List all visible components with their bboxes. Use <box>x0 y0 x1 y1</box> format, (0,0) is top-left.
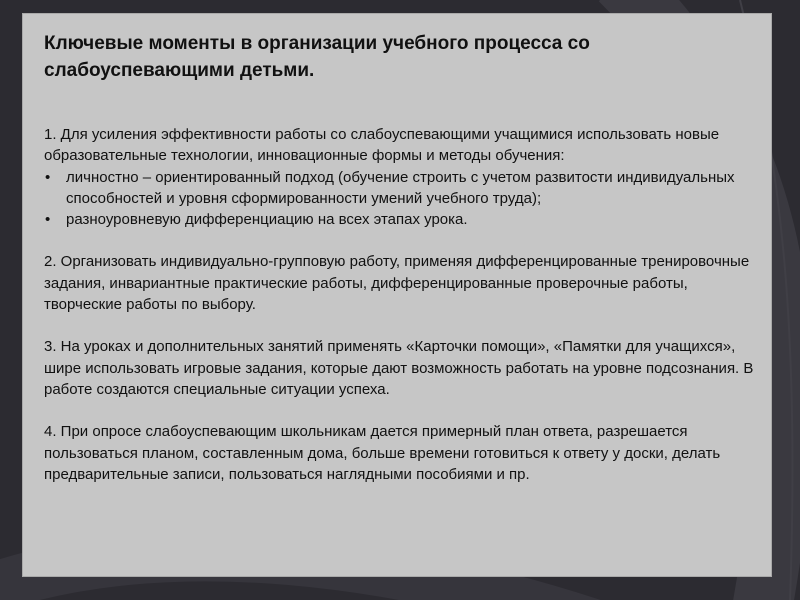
point-2-text: 2. Организовать индивидуально-групповую работу, применяя дифференцированные тренировочные задания, инвариантные практические работы, дифференцированные проверочные работы, творческие работы по выбору. <box>44 253 750 314</box>
bullet-text: разноуровневую дифференциацию на всех этапах урока. <box>66 211 468 229</box>
bullet-icon: • <box>45 168 51 186</box>
point-1-bullet-list <box>44 167 759 231</box>
bullet-text: личностно – ориентированный подход (обучение строить с учетом развитости индивидуальных способностей и уровня сформированности умений учебного труда); <box>66 168 735 207</box>
slide-content <box>44 30 759 485</box>
bullet-icon: • <box>45 211 51 229</box>
point-3-text: 3. На уроках и дополнительных занятий применять «Карточки помощи», «Памятки для учащихся», шире использовать игровые задания, которые дают возможность работать на уровне подсознания. В работе создаются специальные ситуации успеха. <box>44 338 754 398</box>
bullet-item <box>44 167 759 210</box>
bullet-item <box>44 209 759 230</box>
slide-title: Ключевые моменты в организации учебного процесса со слабоуспевающими детьми. <box>44 33 590 81</box>
point-4-text: 4. При опросе слабоуспевающим школьникам дается примерный план ответа, разрешается пользоваться планом, составленным дома, больше времени готовиться к ответу у доски, делать предварительные записи, пользоваться наглядными пособиями и пр. <box>44 423 721 483</box>
point-1-text: 1. Для усиления эффективности работы со слабоуспевающими учащимися использовать новые образовательные технологии, инновационные формы и методы обучения: <box>44 126 720 165</box>
